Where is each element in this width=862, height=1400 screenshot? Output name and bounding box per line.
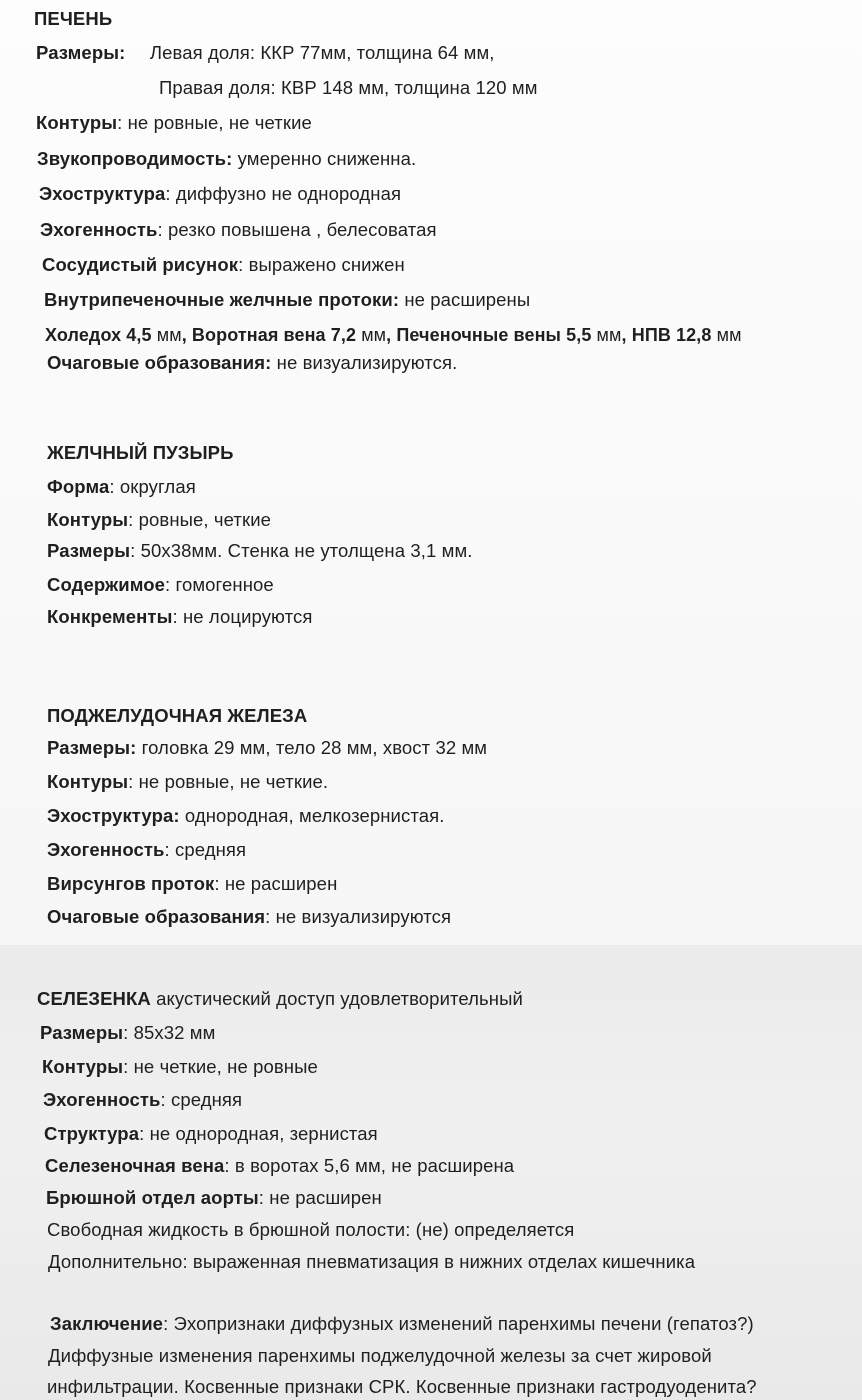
conclusion-text-1: : Эхопризнаки диффузных изменений паренхимы печени (гепатоз?) <box>163 1313 754 1334</box>
spleen-size <box>40 1022 215 1044</box>
gallbladder-contours <box>47 509 271 531</box>
conclusion-label: Заключение <box>50 1313 164 1334</box>
liver-focal <box>47 352 457 374</box>
liver-sound <box>37 148 416 170</box>
spleen-vein-label: Селезеночная вена <box>45 1155 225 1176</box>
spleen-section-title: СЕЛЕЗЕНКА <box>37 988 151 1009</box>
gallbladder-stones-label: Конкременты <box>47 606 173 627</box>
liver-echogenicity <box>40 219 437 241</box>
conclusion-line-2: Диффузные изменения паренхимы поджелудочной железы за счет жировой <box>48 1345 712 1366</box>
pancreas-echostructure <box>47 805 444 827</box>
liver-contours-value: : не ровные, не четкие <box>117 112 312 133</box>
gallbladder-size-label: Размеры <box>47 540 131 561</box>
spleen-size-label: Размеры <box>40 1022 124 1043</box>
liver-contours <box>36 112 312 134</box>
pancreas-focal <box>47 906 451 928</box>
liver-echostructure-value: : диффузно не однородная <box>165 183 402 204</box>
gallbladder-content <box>47 574 274 596</box>
pancreas-contours-value: : не ровные, не четкие. <box>128 771 329 792</box>
additional-findings: Дополнительно: выраженная пневматизация в нижних отделах кишечника <box>48 1251 696 1272</box>
spleen-echogenicity-label: Эхогенность <box>43 1089 161 1110</box>
spleen-structure-value: : не однородная, зернистая <box>139 1123 378 1144</box>
spleen-contours-label: Контуры <box>42 1056 124 1077</box>
ivc-label: , НПВ 12,8 <box>621 325 712 345</box>
spleen-size-value: : 85x32 мм <box>123 1022 216 1043</box>
liver-vascular <box>42 254 405 276</box>
liver-section-title: ПЕЧЕНЬ <box>34 8 113 29</box>
pancreas-size-value: головка 29 мм, тело 28 мм, хвост 32 мм <box>136 737 488 758</box>
pancreas-contours-label: Контуры <box>47 771 129 792</box>
liver-vascular-value: : выражено снижен <box>238 254 405 275</box>
gallbladder-stones <box>47 606 312 628</box>
pancreas-section-title: ПОДЖЕЛУДОЧНАЯ ЖЕЛЕЗА <box>47 705 308 726</box>
liver-sound-value: умеренно сниженна. <box>232 148 417 169</box>
choledoch-unit: мм <box>151 325 182 345</box>
gallbladder-stones-value: : не лоцируются <box>172 606 313 627</box>
pancreas-echogenicity <box>47 839 246 861</box>
ivc-unit: мм <box>711 325 742 345</box>
spleen-title-note: акустический доступ удовлетворительный <box>150 988 523 1009</box>
liver-ducts-label: Внутрипеченочные желчные протоки: <box>44 289 400 310</box>
gallbladder-shape-label: Форма <box>47 476 110 497</box>
gallbladder-content-label: Содержимое <box>47 574 166 595</box>
spleen-echogenicity-value: : средняя <box>160 1089 243 1110</box>
free-fluid: Свободная жидкость в брюшной полости: (не) определяется <box>47 1219 575 1240</box>
pancreas-duct-value: : не расширен <box>214 873 338 894</box>
spleen-echogenicity <box>43 1089 242 1111</box>
gallbladder-shape-value: : округлая <box>109 476 196 497</box>
pancreas-duct-label: Вирсунгов проток <box>47 873 215 894</box>
spleen-structure <box>44 1123 378 1145</box>
spleen-title-line <box>37 988 523 1010</box>
gallbladder-contours-value: : ровные, четкие <box>128 509 272 530</box>
abdominal-aorta-label: Брюшной отдел аорты <box>46 1187 259 1208</box>
portal-vein-unit: мм <box>356 325 387 345</box>
liver-sound-label: Звукопроводимость: <box>37 148 233 169</box>
gallbladder-size <box>47 540 473 562</box>
pancreas-echogenicity-label: Эхогенность <box>47 839 165 860</box>
spleen-contours <box>42 1056 318 1078</box>
pancreas-focal-value: : не визуализируются <box>265 906 452 927</box>
pancreas-size-label: Размеры: <box>47 737 137 758</box>
spleen-vein <box>45 1155 514 1177</box>
hepatic-veins-unit: мм <box>591 325 622 345</box>
pancreas-echostructure-value: однородная, мелкозернистая. <box>179 805 445 826</box>
spleen-contours-value: : не четкие, не ровные <box>123 1056 318 1077</box>
liver-size-left <box>36 42 495 64</box>
liver-size-label: Размеры: <box>36 42 126 63</box>
liver-echogenicity-value: : резко повышена , белесоватая <box>157 219 437 240</box>
gallbladder-contours-label: Контуры <box>47 509 129 530</box>
liver-size-left-value: Левая доля: ККР 77мм, толщина 64 мм, <box>149 42 495 63</box>
choledoch-label: Холедох 4,5 <box>45 325 152 345</box>
liver-ducts <box>44 289 530 311</box>
pancreas-echostructure-label: Эхоструктура: <box>47 805 180 826</box>
liver-echostructure-label: Эхоструктура <box>39 183 166 204</box>
hepatic-veins-label: , Печеночные вены 5,5 <box>386 325 592 345</box>
conclusion-line-3: инфильтрации. Косвенные признаки СРК. Косвенные признаки гастродуоденита? <box>47 1376 757 1397</box>
pancreas-focal-label: Очаговые образования <box>47 906 266 927</box>
spleen-vein-value: : в воротах 5,6 мм, не расширена <box>224 1155 515 1176</box>
conclusion-line-1 <box>50 1313 754 1335</box>
liver-ducts-value: не расширены <box>399 289 531 310</box>
liver-echogenicity-label: Эхогенность <box>40 219 158 240</box>
gallbladder-section-title: ЖЕЛЧНЫЙ ПУЗЫРЬ <box>47 442 234 463</box>
gallbladder-size-value: : 50x38мм. Стенка не утолщена 3,1 мм. <box>130 540 473 561</box>
pancreas-contours <box>47 771 328 793</box>
portal-vein-label: , Воротная вена 7,2 <box>181 325 357 345</box>
gallbladder-shape <box>47 476 196 498</box>
pancreas-duct <box>47 873 337 895</box>
liver-size-right: Правая доля: КВР 148 мм, толщина 120 мм <box>159 77 538 98</box>
pancreas-size <box>47 737 487 759</box>
liver-focal-label: Очаговые образования: <box>47 352 272 373</box>
liver-echostructure <box>39 183 401 205</box>
abdominal-aorta-value: : не расширен <box>258 1187 382 1208</box>
liver-vascular-label: Сосудистый рисунок <box>42 254 239 275</box>
abdominal-aorta <box>46 1187 382 1209</box>
liver-contours-label: Контуры <box>36 112 118 133</box>
liver-measurements <box>45 324 742 346</box>
gallbladder-content-value: : гомогенное <box>165 574 274 595</box>
liver-focal-value: не визуализируются. <box>271 352 458 373</box>
spleen-structure-label: Структура <box>44 1123 140 1144</box>
pancreas-echogenicity-value: : средняя <box>164 839 247 860</box>
